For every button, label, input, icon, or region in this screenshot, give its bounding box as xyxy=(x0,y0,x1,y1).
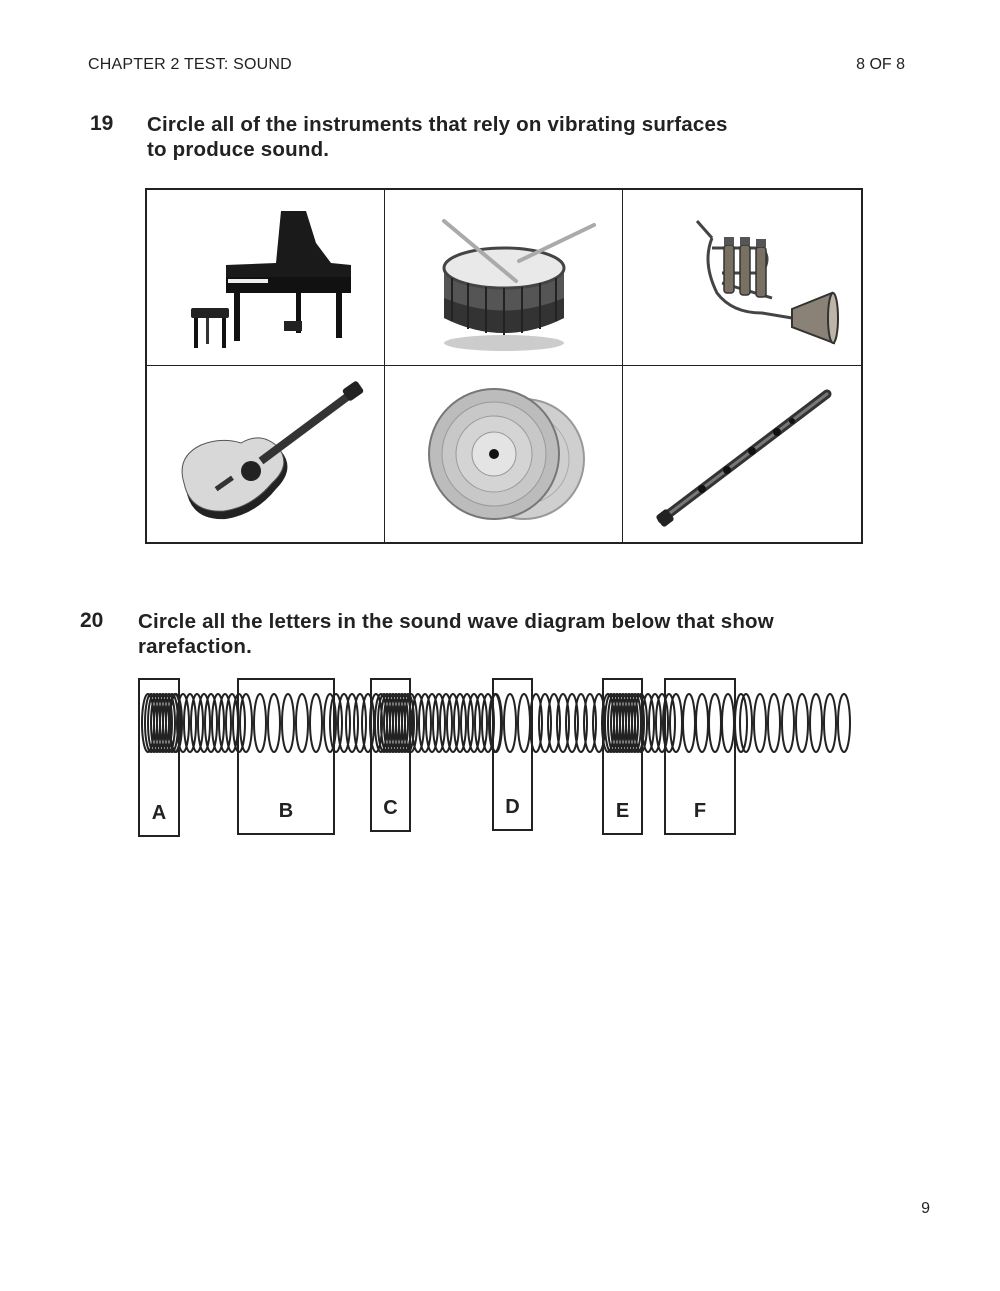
sound-wave-diagram xyxy=(130,678,860,838)
instrument-grid xyxy=(145,188,863,544)
trumpet-icon xyxy=(642,203,842,353)
instrument-cell-cymbals[interactable] xyxy=(385,366,623,542)
answer-box-d[interactable] xyxy=(492,678,533,831)
letter-b: B xyxy=(278,800,294,822)
letter-a: A xyxy=(151,802,167,824)
question-19-line-2: to produce sound. xyxy=(147,138,330,161)
coil-loop xyxy=(754,694,766,752)
instrument-cell-piano[interactable] xyxy=(147,190,385,366)
question-19-number: 19 xyxy=(90,112,114,135)
flute-icon xyxy=(642,379,842,529)
piano-icon xyxy=(166,203,366,353)
coil-loop xyxy=(838,694,850,752)
answer-box-f[interactable] xyxy=(664,678,736,835)
instrument-cell-flute[interactable] xyxy=(623,366,861,542)
page-number: 9 xyxy=(921,1200,930,1217)
answer-box-c[interactable] xyxy=(370,678,411,832)
answer-box-a[interactable] xyxy=(138,678,180,837)
guitar-icon xyxy=(166,379,366,529)
coil-loop xyxy=(796,694,808,752)
page-count: 8 OF 8 xyxy=(856,56,905,73)
instrument-cell-drum[interactable] xyxy=(385,190,623,366)
coil-loop xyxy=(782,694,794,752)
question-20-line-2: rarefaction. xyxy=(138,635,253,658)
chapter-title: CHAPTER 2 TEST: SOUND xyxy=(88,56,292,73)
letter-e: E xyxy=(615,800,630,822)
letter-d: D xyxy=(505,796,520,818)
cymbals-icon xyxy=(404,379,604,529)
instrument-cell-guitar[interactable] xyxy=(147,366,385,542)
drum-icon xyxy=(404,203,604,353)
question-20-text xyxy=(138,609,774,659)
coil-loop xyxy=(810,694,822,752)
question-19-text xyxy=(147,112,728,162)
coil-loop xyxy=(768,694,780,752)
answer-box-b[interactable] xyxy=(237,678,335,835)
answer-box-e[interactable] xyxy=(602,678,643,835)
instrument-cell-trumpet[interactable] xyxy=(623,190,861,366)
question-20-number: 20 xyxy=(80,609,104,632)
letter-c: C xyxy=(383,797,398,819)
coil-loop xyxy=(824,694,836,752)
letter-f: F xyxy=(693,800,707,822)
question-19-line-1: Circle all of the instruments that rely on vibrating surfaces xyxy=(147,113,728,136)
question-20-line-1: Circle all the letters in the sound wave diagram below that show xyxy=(138,610,774,633)
